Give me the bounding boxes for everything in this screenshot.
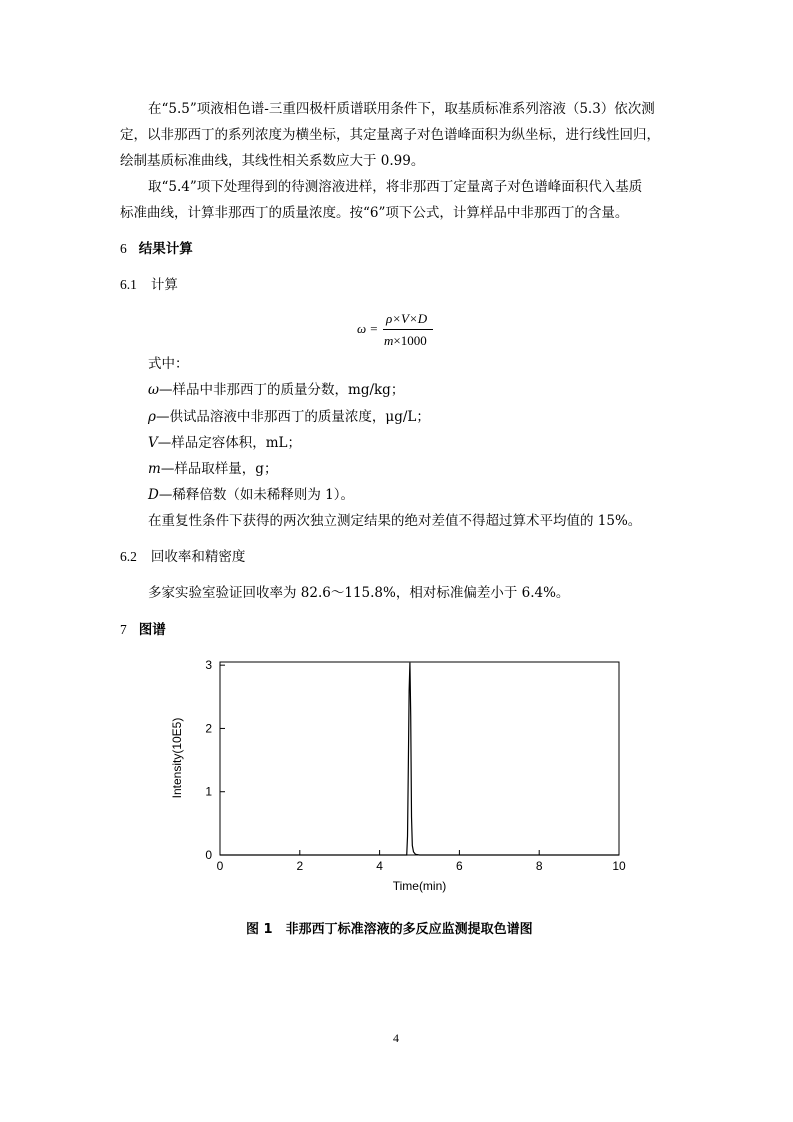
description: —样品定容体积，mL； <box>157 435 302 451</box>
y-axis-label: Intensity(10E5) <box>170 717 184 799</box>
where-intro: 式中： <box>148 356 189 372</box>
symbol: m <box>148 461 161 477</box>
section-6-heading <box>120 240 193 258</box>
x-tick-label: 10 <box>612 859 626 873</box>
chromatogram-chart <box>160 650 640 900</box>
formula-numerator: ρ×V×D <box>386 311 428 326</box>
section-title: 结果计算 <box>138 241 193 257</box>
paragraph-1-line-3: 绘制基质标准曲线，其线性相关系数应大于 0.99。 <box>120 153 425 169</box>
recovery-text: 多家实验室验证回收率为 82.6～115.8%，相对标准偏差小于 6.4%。 <box>148 585 570 601</box>
section-number: 6 <box>120 241 127 256</box>
page-number: 4 <box>393 1031 399 1045</box>
plot-frame <box>220 662 619 855</box>
x-axis-label: Time(min) <box>392 879 447 893</box>
paragraph-2-line-2: 标准曲线，计算非那西丁的质量浓度。按“6”项下公式，计算样品中非那西丁的含量。 <box>120 205 629 221</box>
section-title: 图谱 <box>138 622 166 638</box>
where-item-omega <box>148 381 404 399</box>
description: —供试品溶液中非那西丁的质量浓度，μg/L； <box>155 409 430 425</box>
paragraph-1-line-1: 在“5.5”项液相色谱-三重四极杆质谱联用条件下，取基质标准系列溶液（5.3）依次测 <box>148 101 655 117</box>
x-tick-label: 6 <box>456 859 463 873</box>
series-line <box>220 663 619 855</box>
symbol: ρ <box>148 409 156 425</box>
description: —稀释倍数（如未稀释则为 1）。 <box>158 487 354 503</box>
paragraph-2-line-1: 取“5.4”项下处理得到的待测溶液进样，将非那西丁定量离子对色谱峰面积代入基质 <box>148 179 643 195</box>
where-item-rho <box>148 408 430 426</box>
section-number: 6.1 <box>120 277 137 292</box>
y-axis-ticks <box>205 658 225 862</box>
x-tick-label: 0 <box>216 859 224 873</box>
y-tick-label: 0 <box>205 848 212 862</box>
symbol: V <box>148 435 158 451</box>
section-title: 回收率和精密度 <box>150 549 246 565</box>
section-6-2-heading <box>120 548 245 566</box>
formula-lhs: ω = <box>357 321 379 336</box>
y-tick-label: 2 <box>205 721 212 736</box>
section-number: 7 <box>120 622 127 637</box>
figure-caption: 图 1 非那西丁标准溶液的多反应监测提取色谱图 <box>246 922 533 937</box>
repeatability-note: 在重复性条件下获得的两次独立测定结果的绝对差值不得超过算术平均值的 15%。 <box>148 513 642 529</box>
section-number: 6.2 <box>120 549 137 564</box>
y-tick-label: 1 <box>205 784 212 799</box>
section-7-heading <box>120 621 166 639</box>
description: —样品中非那西丁的质量分数，mg/kg； <box>159 382 405 398</box>
where-item-d <box>148 486 354 504</box>
section-title: 计算 <box>150 277 178 293</box>
formula-denominator: m×1000 <box>384 333 427 348</box>
x-tick-label: 2 <box>296 859 304 873</box>
section-6-1-heading <box>120 276 178 294</box>
symbol: D <box>148 487 159 503</box>
symbol: ω <box>148 382 160 398</box>
x-tick-label: 8 <box>535 859 543 873</box>
x-tick-label: 4 <box>376 859 383 873</box>
description: —样品取样量，g； <box>160 461 278 477</box>
y-tick-label: 3 <box>205 658 212 673</box>
where-item-m <box>148 460 277 478</box>
fraction-bar <box>383 329 433 330</box>
x-axis-ticks <box>217 850 626 873</box>
paragraph-1-line-2: 定，以非那西丁的系列浓度为横坐标，其定量离子对色谱峰面积为纵坐标，进行线性回归， <box>120 127 660 143</box>
where-item-v <box>148 434 301 452</box>
denominator-tail: ×1000 <box>393 333 427 348</box>
